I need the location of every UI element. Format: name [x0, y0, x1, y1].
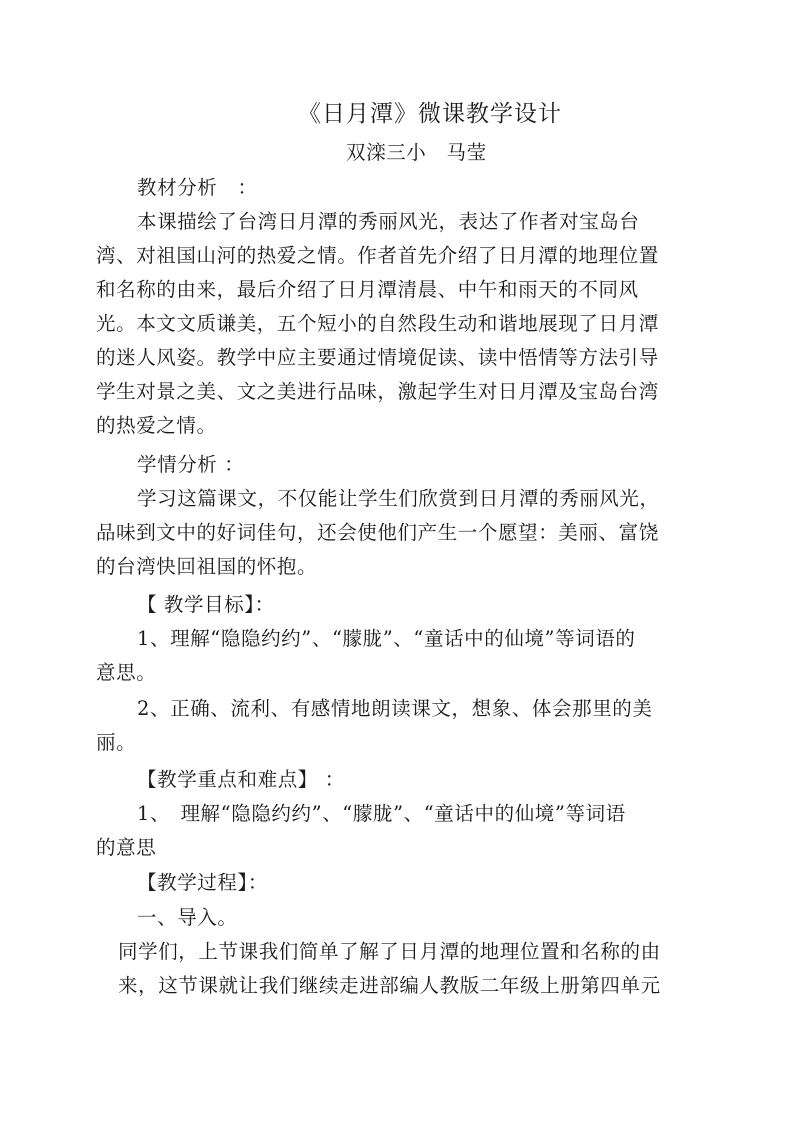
paragraph-line: 的台湾快回祖国的怀抱。 — [96, 555, 318, 578]
goal-item-2: 2、正确、流利、有感情地朗读课文，想象、体会那里的美 — [137, 697, 653, 720]
paragraph-line: 来，这节课就让我们继续走进部编人教版二年级上册第四单元 — [118, 974, 661, 997]
paragraph-line: 的热爱之情。 — [96, 414, 217, 437]
section-heading-teaching-process: 【教学过程】： — [137, 871, 268, 894]
paragraph-line: 学生对景之美、文之美进行品味，激起学生对日月潭及宝岛台湾 — [96, 380, 659, 403]
paragraph-line: 和名称的由来，最后介绍了日月潭清晨、中午和雨天的不同风 — [96, 278, 639, 301]
process-step-heading: 一、导入。 — [137, 906, 238, 929]
paragraph-line: 同学们，上节课我们简单了解了日月潭的地理位置和名称的由 — [118, 940, 661, 963]
paragraph-line: 的迷人风姿。教学中应主要通过情境促读、读中悟情等方法引导 — [96, 346, 659, 369]
paragraph-line: 品味到文中的好词佳句，还会使他们产生一个愿望：美丽、富饶 — [96, 521, 659, 544]
key-point-item-1: 1、 理解“隐隐约约”、“朦胧”、“童话中的仙境”等词语 — [137, 802, 626, 825]
document-title: 《日月潭》微课教学设计 — [298, 101, 562, 127]
paragraph-line: 丽。 — [96, 731, 137, 754]
paragraph-line: 本课描绘了台湾日月潭的秀丽风光，表达了作者对宝岛台 — [137, 210, 640, 233]
paragraph-line: 意思。 — [96, 661, 157, 684]
section-heading-teaching-goals: 【 教学目标】： — [137, 593, 275, 616]
document-author: 双滦三小 马莹 — [346, 141, 487, 164]
section-heading-textbook-analysis: 教材分析 ： — [137, 176, 258, 199]
paragraph-line: 湾、对祖国山河的热爱之情。作者首先介绍了日月潭的地理位置 — [96, 244, 659, 267]
paragraph-line: 光。本文文质谦美，五个短小的自然段生动和谐地展现了日月潭 — [96, 312, 659, 335]
section-heading-key-points: 【教学重点和难点】 ： — [137, 768, 345, 791]
goal-item-1: 1、理解“隐隐约约”、“朦胧”、“童话中的仙境”等词语的 — [137, 627, 636, 650]
paragraph-line: 学习这篇课文，不仅能让学生们欣赏到日月潭的秀丽风光， — [137, 487, 660, 510]
paragraph-line: 的意思 — [96, 836, 157, 859]
section-heading-learner-analysis: 学情分析 ： — [137, 453, 245, 476]
